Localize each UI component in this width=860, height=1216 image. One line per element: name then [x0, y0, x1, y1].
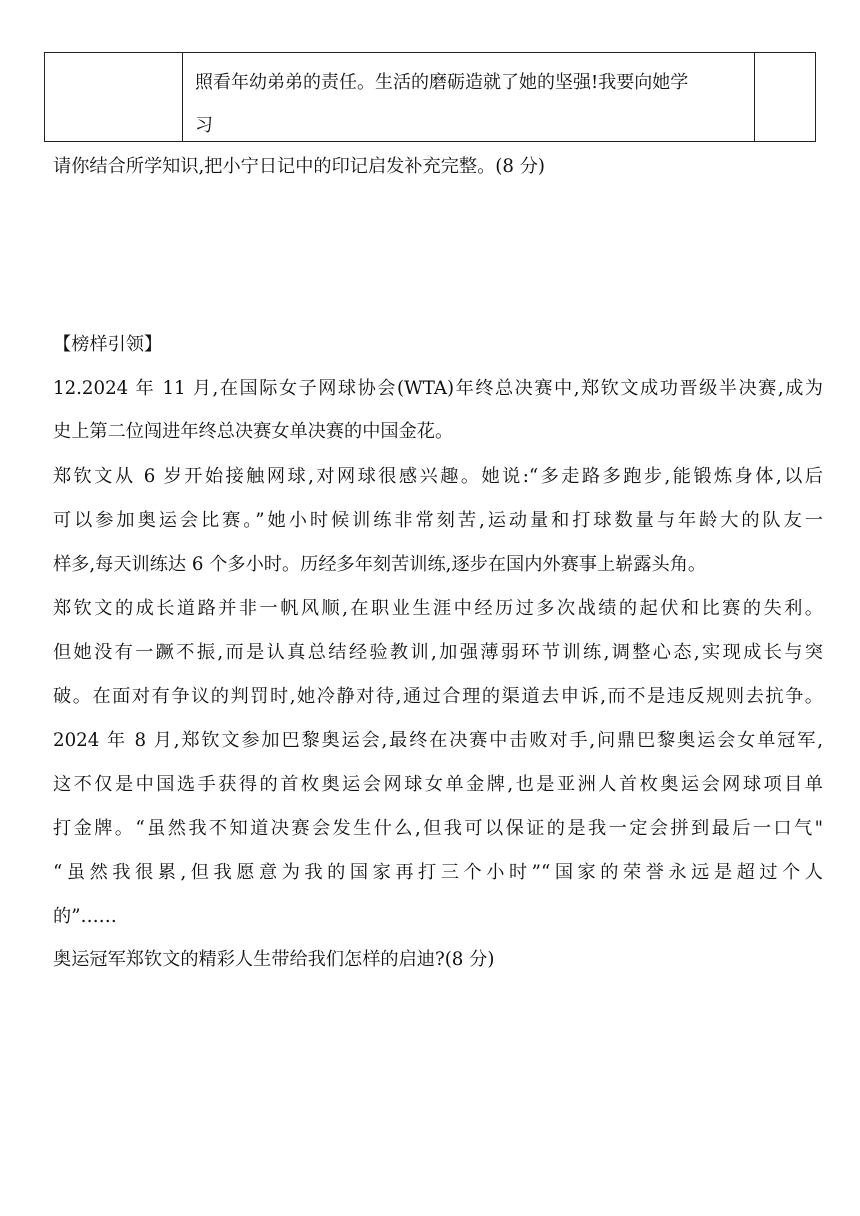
q12-line: “虽然我很累,但我愿意为我的国家再打三个小时”“国家的荣誉永远是超过个人 — [53, 862, 823, 883]
q12-line: 史上第二位闯进年终总决赛女单决赛的中国金花。 — [53, 421, 454, 442]
q12-line: 郑钦文从 6 岁开始接触网球,对网球很感兴趣。她说:“多走路多跑步,能锻炼身体,以后 — [53, 466, 823, 487]
section-heading: 【榜样引领】 — [53, 334, 163, 355]
q12-line: 破。在面对有争议的判罚时,她冷静对待,通过合理的渠道去申诉,而不是违反规则去抗争。 — [53, 686, 823, 707]
table-cell-empty-left — [45, 53, 183, 141]
q11-prompt: 请你结合所学知识,把小宁日记中的印记启发补充完整。(8 分) — [53, 156, 546, 177]
diary-text-line-1: 照看年幼弟弟的责任。生活的磨砺造就了她的坚强!我要向她学 — [195, 72, 689, 93]
q12-line: 郑钦文的成长道路并非一帆风顺,在职业生涯中经历过多次战绩的起伏和比赛的失利。 — [53, 598, 823, 619]
table-cell-empty-right — [755, 53, 815, 141]
q12-line: 12.2024 年 11 月,在国际女子网球协会(WTA)年终总决赛中,郑钦文成功晋级半决赛,成为 — [53, 378, 823, 399]
diary-table — [44, 52, 816, 142]
q12-question: 奥运冠军郑钦文的精彩人生带给我们怎样的启迪?(8 分) — [53, 949, 495, 970]
q12-line: 打金牌。“虽然我不知道决赛会发生什么,但我可以保证的是我一定会拼到最后一口气" — [53, 818, 823, 839]
table-cell-diary-text — [183, 53, 755, 141]
q12-line: 样多,每天训练达 6 个多小时。历经多年刻苦训练,逐步在国内外赛事上崭露头角。 — [53, 554, 707, 575]
q12-line: 2024 年 8 月,郑钦文参加巴黎奥运会,最终在决赛中击败对手,问鼎巴黎奥运会女单冠军, — [53, 730, 823, 751]
diary-text-line-2: 习 — [195, 115, 213, 136]
q12-line: 但她没有一蹶不振,而是认真总结经验教训,加强薄弱环节训练,调整心态,实现成长与突 — [53, 642, 823, 663]
q12-line: 的”…… — [53, 906, 117, 927]
q12-line: 这不仅是中国选手获得的首枚奥运会网球女单金牌,也是亚洲人首枚奥运会网球项目单 — [53, 774, 823, 795]
q12-line: 可以参加奥运会比赛。”她小时候训练非常刻苦,运动量和打球数量与年龄大的队友一 — [53, 510, 823, 531]
